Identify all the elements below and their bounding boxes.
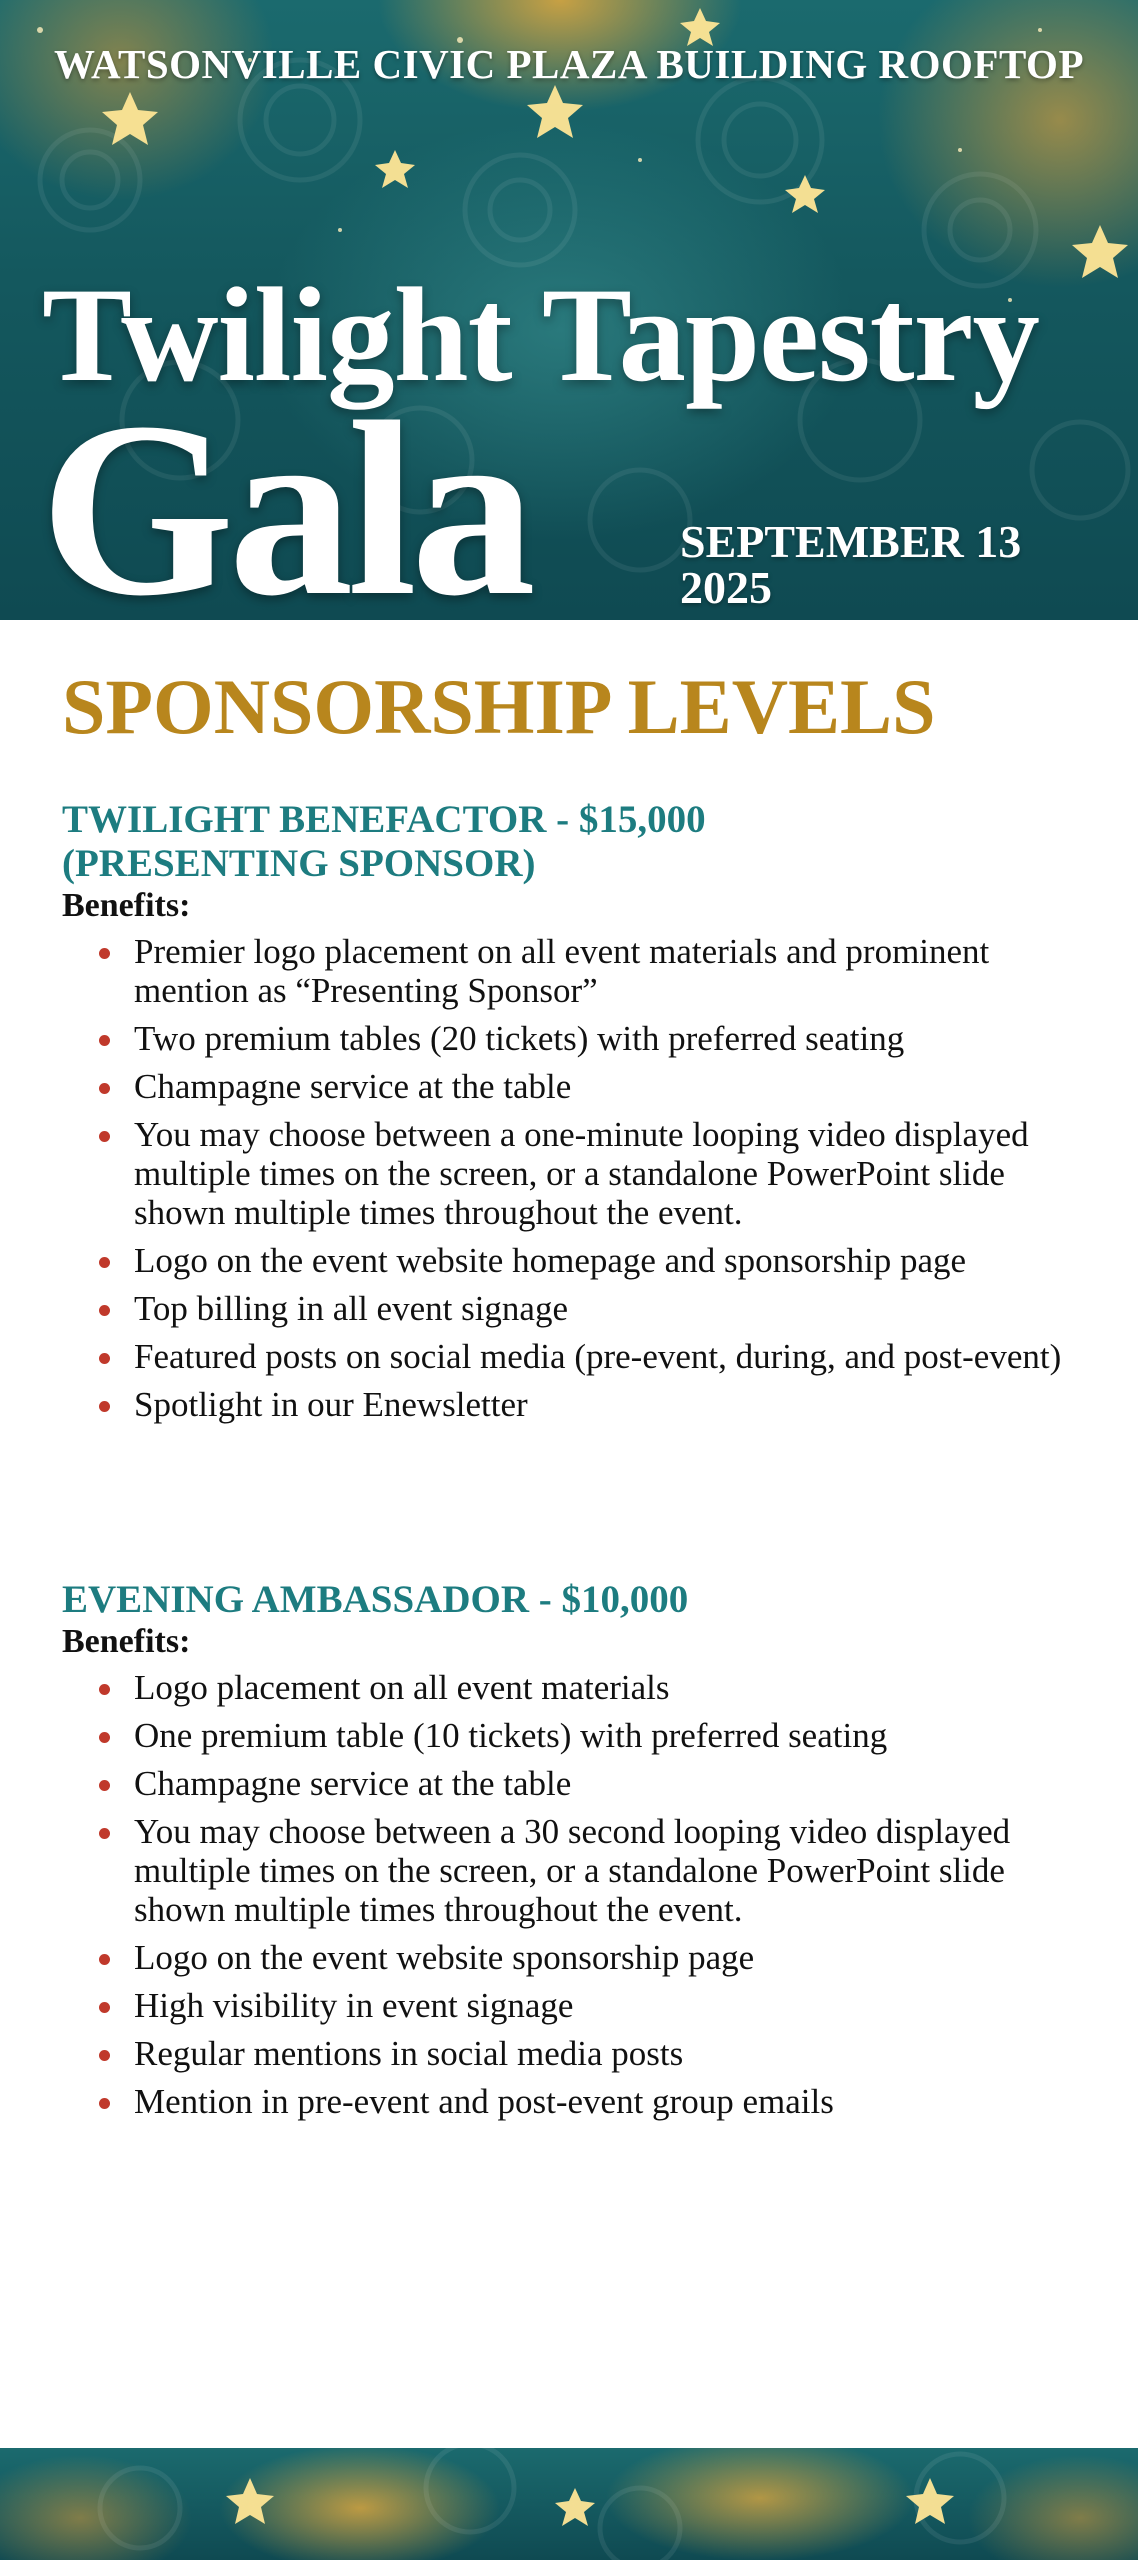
hero-banner bbox=[0, 0, 1138, 620]
benefits-list bbox=[62, 1668, 1082, 2121]
star-icon bbox=[527, 85, 583, 138]
bullet-icon bbox=[99, 1732, 110, 1743]
event-title-line1: Twilight Tapestry bbox=[42, 261, 1039, 410]
bullet-icon bbox=[99, 2002, 110, 2013]
list-item: Logo on the event website homepage and sponsorship page bbox=[62, 1241, 1082, 1280]
event-date-year: 2025 bbox=[680, 562, 772, 613]
level-title-line2: (PRESENTING SPONSOR) bbox=[62, 842, 536, 885]
sponsorship-heading: SPONSORSHIP LEVELS bbox=[62, 663, 936, 750]
bullet-icon bbox=[99, 2050, 110, 2061]
swirl-pattern-decoration bbox=[0, 2448, 1138, 2560]
bullet-icon bbox=[99, 1401, 110, 1412]
bullet-icon bbox=[99, 1257, 110, 1268]
list-item: You may choose between a 30 second looping video displayed multiple times on the screen, or a standalone PowerPoint slide shown multiple times throughout the event. bbox=[62, 1812, 1082, 1929]
star-icon bbox=[226, 2478, 274, 2524]
bullet-icon bbox=[99, 1954, 110, 1965]
benefits-label: Benefits: bbox=[62, 887, 191, 924]
list-item: Featured posts on social media (pre-event, during, and post-event) bbox=[62, 1337, 1082, 1376]
benefits-list bbox=[62, 932, 1082, 1424]
event-title-line2: Gala bbox=[40, 371, 530, 620]
list-item: You may choose between a one-minute looping video displayed multiple times on the screen, or a standalone PowerPoint slide shown multiple times throughout the event. bbox=[62, 1115, 1082, 1232]
venue-name: WATSONVILLE CIVIC PLAZA BUILDING ROOFTOP bbox=[53, 41, 1084, 87]
bullet-icon bbox=[99, 1684, 110, 1695]
list-item: Logo placement on all event materials bbox=[62, 1668, 1082, 1707]
sponsorship-level-twilight-benefactor bbox=[62, 798, 1082, 1433]
list-item: Logo on the event website sponsorship page bbox=[62, 1938, 1082, 1977]
star-icon bbox=[1072, 225, 1128, 278]
star-icon bbox=[555, 2488, 595, 2526]
bullet-icon bbox=[99, 1780, 110, 1791]
bullet-icon bbox=[99, 1353, 110, 1364]
benefits-label: Benefits: bbox=[62, 1623, 191, 1660]
list-item: Champagne service at the table bbox=[62, 1764, 1082, 1803]
level-title: EVENING AMBASSADOR - $10,000 bbox=[62, 1578, 689, 1621]
bullet-icon bbox=[99, 2098, 110, 2109]
level-title bbox=[62, 798, 1082, 886]
bullet-icon bbox=[99, 948, 110, 959]
list-item: Mention in pre-event and post-event group emails bbox=[62, 2082, 1082, 2121]
bullet-icon bbox=[99, 1131, 110, 1142]
list-item: High visibility in event signage bbox=[62, 1986, 1082, 2025]
bullet-icon bbox=[99, 1305, 110, 1316]
bullet-icon bbox=[99, 1083, 110, 1094]
list-item: Regular mentions in social media posts bbox=[62, 2034, 1082, 2073]
list-item: One premium table (10 tickets) with preferred seating bbox=[62, 1716, 1082, 1755]
list-item: Premier logo placement on all event materials and prominent mention as “Presenting Sponsor” bbox=[62, 932, 1082, 1010]
star-icon bbox=[906, 2478, 954, 2524]
level-title-line1: TWILIGHT BENEFACTOR - $15,000 bbox=[62, 798, 706, 841]
footer-banner bbox=[0, 2448, 1138, 2560]
bullet-icon bbox=[99, 1035, 110, 1046]
list-item: Champagne service at the table bbox=[62, 1067, 1082, 1106]
list-item: Spotlight in our Enewsletter bbox=[62, 1385, 1082, 1424]
star-icon bbox=[785, 175, 825, 213]
event-date-month-day: SEPTEMBER 13 bbox=[680, 516, 1022, 567]
star-icon bbox=[375, 150, 415, 188]
bullet-icon bbox=[99, 1828, 110, 1839]
list-item: Top billing in all event signage bbox=[62, 1289, 1082, 1328]
list-item: Two premium tables (20 tickets) with preferred seating bbox=[62, 1019, 1082, 1058]
sponsorship-level-evening-ambassador bbox=[62, 1578, 1082, 2130]
